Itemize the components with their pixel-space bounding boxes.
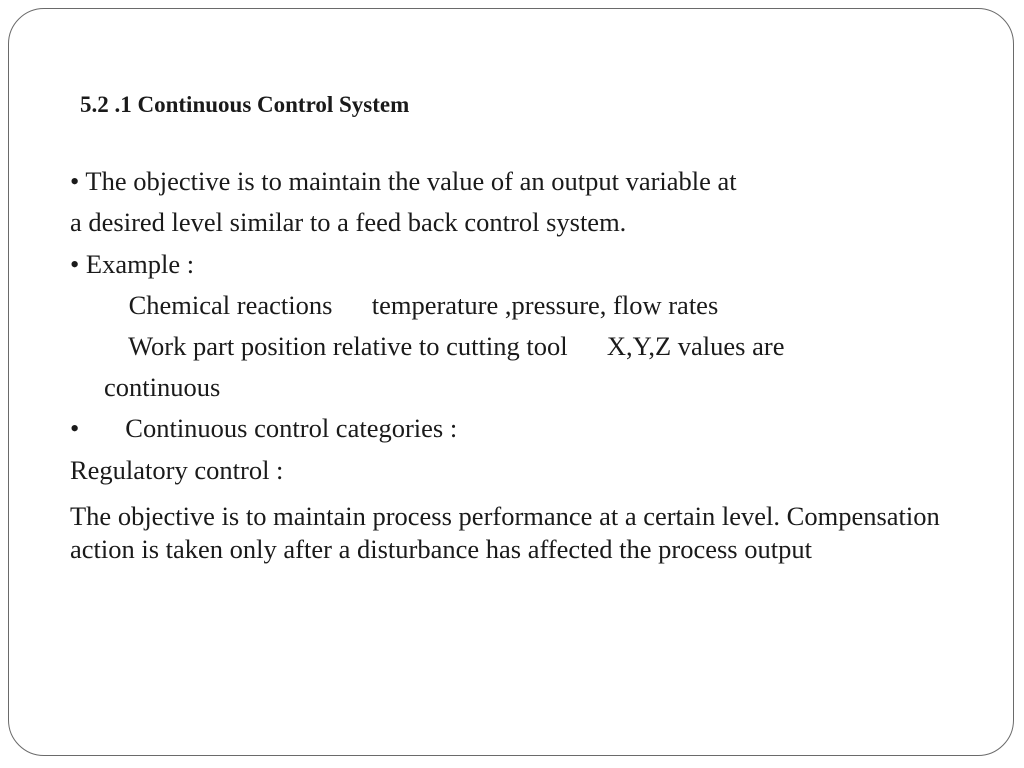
categories-label: Continuous control categories : <box>125 413 458 443</box>
categories-line <box>70 415 457 442</box>
bullet-icon: • <box>70 413 80 443</box>
objective-line-1: • The objective is to maintain the value of an output variable at <box>70 166 737 196</box>
example-item-workpart <box>96 333 784 360</box>
example-item-chemical-label: Chemical reactions <box>128 290 333 320</box>
example-item-chemical-values: temperature ,pressure, flow rates <box>371 290 719 320</box>
objective-line-2: a desired level similar to a feed back control system. <box>70 207 627 237</box>
example-item-workpart-continuation: continuous <box>104 372 221 402</box>
example-item-workpart-values: X,Y,Z values are <box>606 331 785 361</box>
example-heading: • Example : <box>70 249 195 279</box>
regulatory-heading: Regulatory control : <box>70 455 284 485</box>
regulatory-paragraph: The objective is to maintain process performance at a certain level. Compensation action is taken only after a disturbance has affected the process output <box>70 501 940 564</box>
example-item-workpart-label: Work part position relative to cutting tool <box>128 331 568 361</box>
slide-title: 5.2 .1 Continuous Control System <box>80 92 410 117</box>
example-item-chemical <box>96 292 718 319</box>
